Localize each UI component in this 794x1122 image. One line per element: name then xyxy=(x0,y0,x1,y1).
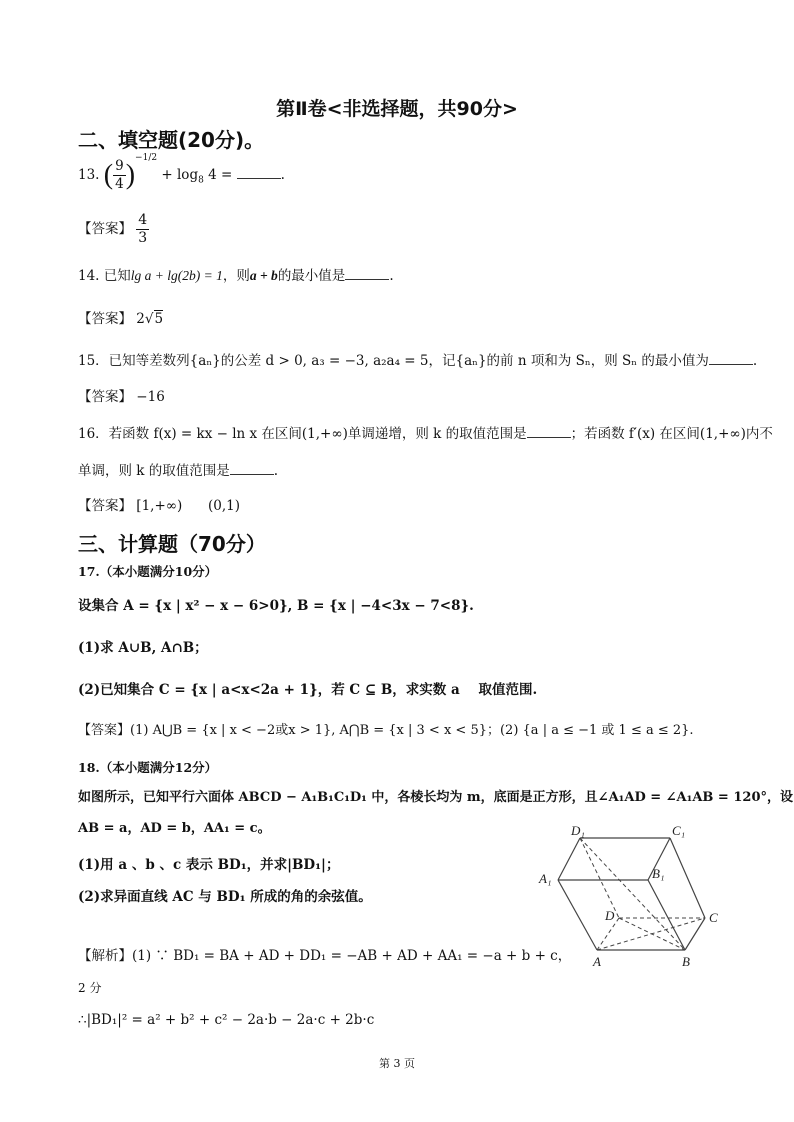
answer-17: 【答案】(1) A⋃B = {x | x < −2或x > 1}, A⋂B = {x | 3 < x < 5}；(2) {a | a ≤ −1 或 1 ≤ a ≤ 2}. xyxy=(78,723,694,738)
label-A: A xyxy=(593,954,601,969)
question-18-head: 18.（本小题满分12分） xyxy=(78,760,218,775)
label-C: C xyxy=(709,910,718,925)
question-16-line1: 16．若函数 f(x) = kx − ln x 在区间(1,+∞)单调递增，则 k 的取值范围是 ；若函数 f′(x) 在区间(1,+∞)内不 xyxy=(78,426,773,442)
answer-16: 【答案】 [1,+∞) (0,1) xyxy=(78,498,241,514)
parallelepiped-diagram xyxy=(535,822,735,972)
label-D1: D₁ xyxy=(571,823,585,838)
solution-18-line1: 【解析】(1) ∵ BD₁ = BA + AD + DD₁ = −AB + AD + AA₁ = −a + b + c， xyxy=(78,948,572,964)
fraction: $\frac{9}{4}$ xyxy=(115,158,124,192)
answer-blank xyxy=(709,352,753,365)
answer-blank xyxy=(345,267,389,280)
section-calculation: 三、计算题（70分） xyxy=(78,532,266,556)
answer-label: 【答案】 xyxy=(78,221,132,237)
label-B1: B₁ xyxy=(652,866,665,881)
answer-13 xyxy=(78,212,149,247)
question-18-line1: 如图所示，已知平行六面体 ABCD − A₁B₁C₁D₁ 中，各棱长均为 m，底面是正方形，且∠A₁AD = ∠A₁AB = 120°，设 xyxy=(78,790,793,805)
question-14: 14. 已知lg a + lg(2b) = 1，则a + b的最小值是 . xyxy=(78,268,394,284)
solution-score: 2 分 xyxy=(78,981,102,995)
question-17-part2: (2)已知集合 C = {x | a<x<2a + 1}，若 C ⊆ B，求实数 a 取值范围. xyxy=(78,682,538,698)
answer-blank xyxy=(230,462,274,475)
answer-15: 【答案】 −16 xyxy=(78,389,165,405)
question-18-part2: (2)求异面直线 AC 与 BD₁ 所成的角的余弦值。 xyxy=(78,889,372,905)
question-13: 13. ( $\frac{9}{4}$ )$^{-1/2} + \log_8 4$ = . xyxy=(78,152,285,192)
label-D: D xyxy=(605,908,615,923)
page-number: 第 3 页 xyxy=(379,1057,415,1070)
label-C1: C₁ xyxy=(672,823,686,838)
section-fill-in: 二、填空题(20分)。 xyxy=(78,128,265,152)
question-18-part1: (1)用 a 、b 、c 表示 BD₁，并求|BD₁|； xyxy=(78,857,340,873)
answer-blank xyxy=(237,166,281,179)
question-number: 13. xyxy=(78,167,100,183)
answer-blank xyxy=(527,425,571,438)
question-17-part1: (1)求 A∪B, A∩B； xyxy=(78,640,208,656)
answer-fraction: $\frac{4}{3}$ xyxy=(138,212,148,246)
question-17-set: 设集合 A = {x | x² − x − 6>0}, B = {x | −4<3x − 7<8}. xyxy=(78,598,474,614)
question-16-line2: 单调，则 k 的取值范围是 . xyxy=(78,463,279,479)
label-A1: A₁ xyxy=(539,871,552,886)
answer-14: 【答案】 2√5 xyxy=(78,311,164,327)
question-18-line2: AB = a，AD = b，AA₁ = c。 xyxy=(78,821,271,836)
page-title: 第Ⅱ卷<非选择题，共90分> xyxy=(276,98,518,120)
question-17-head: 17.（本小题满分10分） xyxy=(78,564,218,579)
solution-18-line2: ∴|BD₁|² = a² + b² + c² − 2a·b − 2a·c + 2b·c xyxy=(78,1012,375,1028)
label-B: B xyxy=(682,954,690,969)
question-15: 15．已知等差数列{aₙ}的公差 d > 0, a₃ = −3, a₂a₄ = 5，记{aₙ}的前 n 项和为 Sₙ，则 Sₙ 的最小值为 . xyxy=(78,353,758,369)
